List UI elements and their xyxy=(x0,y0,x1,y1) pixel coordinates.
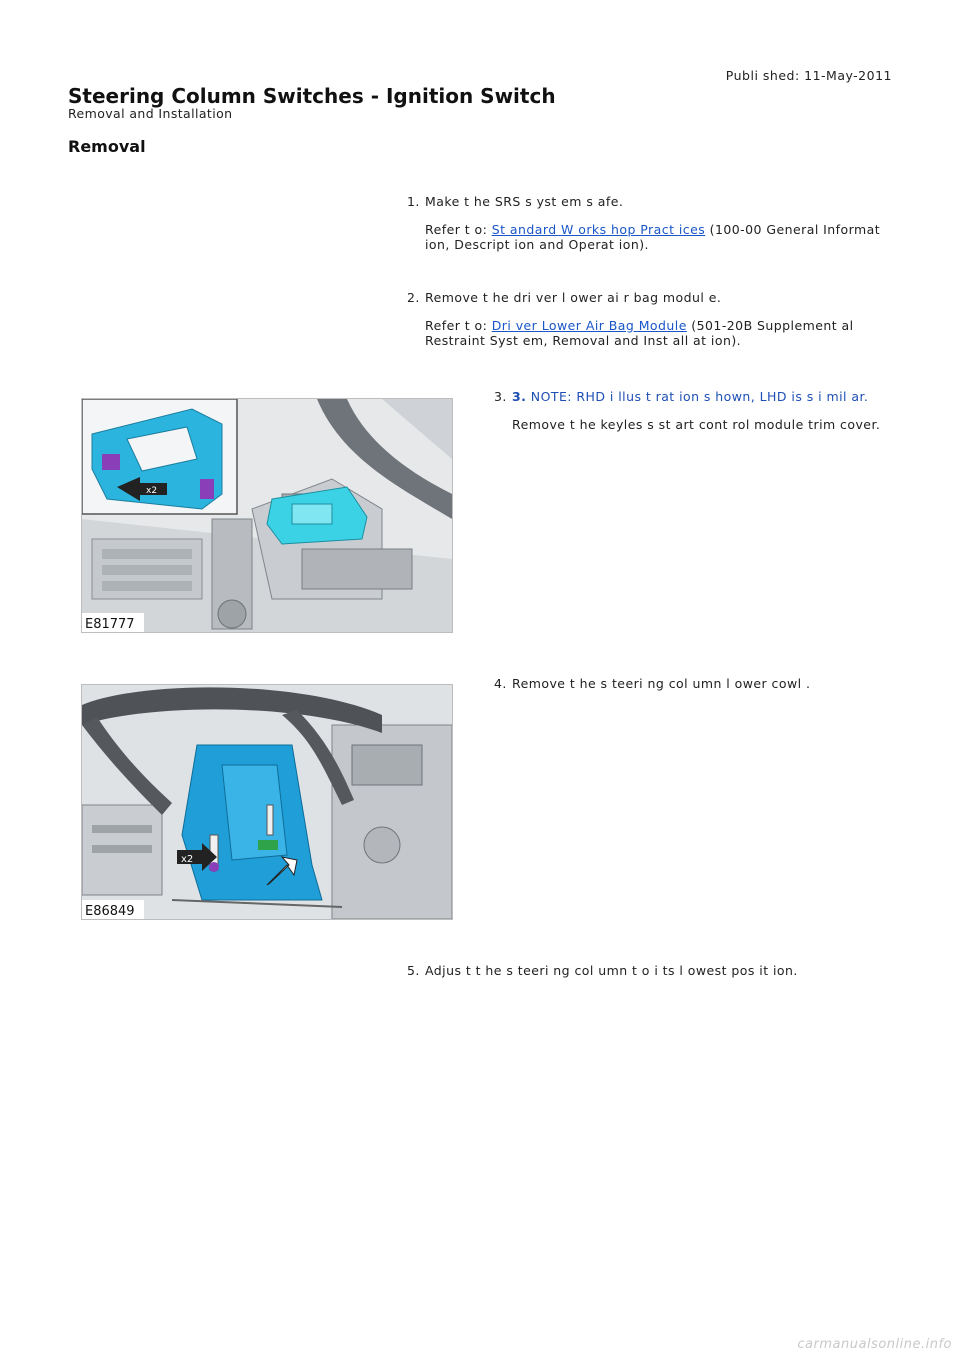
standard-workshop-practices-link[interactable]: St andard W orks hop Pract ices xyxy=(491,222,706,237)
keyless-start-trim-illustration xyxy=(82,399,452,632)
callout-x2: x2 xyxy=(146,486,158,496)
figure-e81777 xyxy=(81,398,453,633)
section-heading: Removal xyxy=(68,137,146,156)
step-text: Make t he SRS s yst em s afe. xyxy=(425,194,624,209)
callout-x2: x2 xyxy=(181,854,194,865)
site-watermark: carmanualsonline.info xyxy=(797,1337,952,1352)
page-title: Steering Column Switches - Ignition Switch xyxy=(68,84,556,108)
step-number: 2. xyxy=(407,290,420,305)
refer-context: (100-00 General Informat ion, Descript ion and Operat ion). xyxy=(425,222,881,252)
refer-label: Refer t o: xyxy=(425,222,492,237)
step-number: 3. xyxy=(494,389,507,404)
note-step-number: 3. xyxy=(512,389,527,404)
figure-label: E81777 xyxy=(85,617,135,632)
figure-e86849 xyxy=(81,684,453,920)
page-subtitle: Removal and Installation xyxy=(68,106,233,121)
driver-lower-air-bag-module-link[interactable]: Dri ver Lower Air Bag Module xyxy=(491,318,687,333)
step-number: 5. xyxy=(407,963,420,978)
step-reference xyxy=(425,222,895,252)
refer-context: (501-20B Supplement al Restraint Syst em, Removal and Inst all at ion). xyxy=(425,318,854,348)
step-text: Remove t he keyles s st art cont rol module trim cover. xyxy=(512,417,881,432)
step-note xyxy=(512,389,892,404)
steering-column-cowl-illustration xyxy=(82,685,452,919)
step-number: 1. xyxy=(407,194,420,209)
step-text: Remove t he dri ver l ower ai r bag modul e. xyxy=(425,290,722,305)
step-number: 4. xyxy=(494,676,507,691)
step-text: Adjus t t he s teeri ng col umn t o i ts l owest pos it ion. xyxy=(425,963,798,978)
refer-label: Refer t o: xyxy=(425,318,492,333)
step-reference xyxy=(425,318,895,348)
published-date: Publi shed: 11-May-2011 xyxy=(725,68,892,83)
step-text: Remove t he s teeri ng col umn l ower cowl . xyxy=(512,676,811,691)
note-text: NOTE: RHD i llus t rat ion s hown, LHD is s i mil ar. xyxy=(526,389,869,404)
figure-label: E86849 xyxy=(85,904,135,919)
